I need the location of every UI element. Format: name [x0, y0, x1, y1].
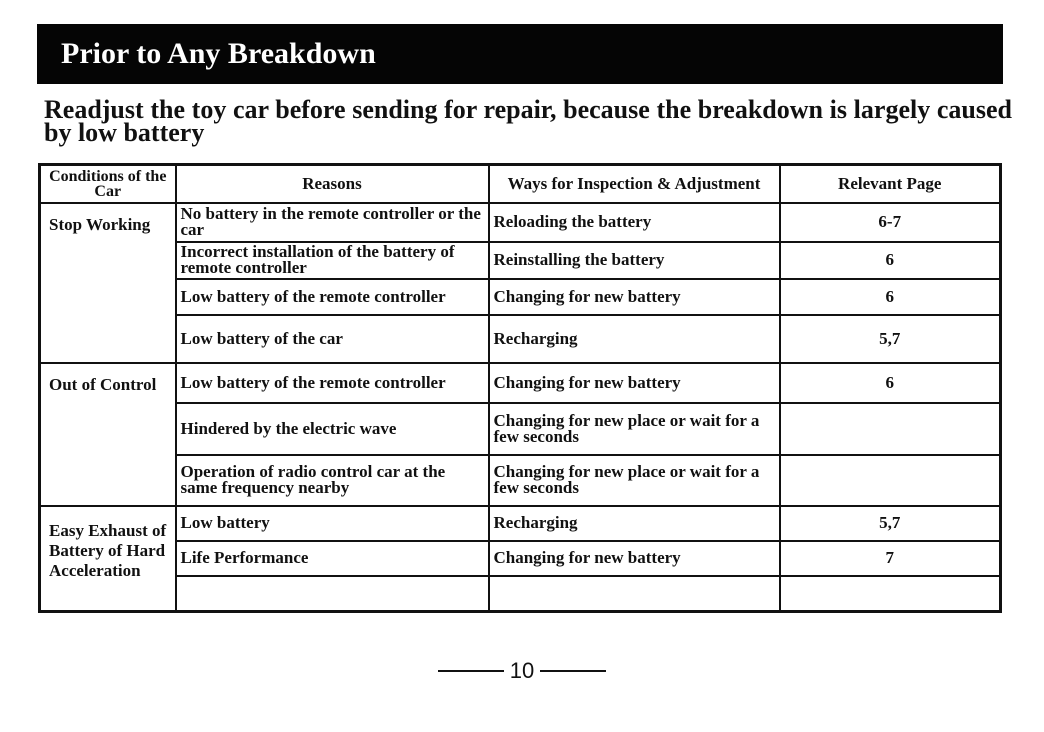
way-cell: Recharging — [489, 315, 780, 363]
reason-cell: Incorrect installation of the battery of remote controller — [176, 242, 489, 279]
reason-cell: Hindered by the electric wave — [176, 403, 489, 455]
page-cell: 5,7 — [780, 315, 1001, 363]
reason-cell: Life Performance — [176, 541, 489, 576]
way-cell: Changing for new battery — [489, 279, 780, 315]
footer-rule-right — [540, 670, 606, 672]
table-row — [40, 279, 1001, 315]
page-cell: 6 — [780, 363, 1001, 403]
condition-easy-exhaust: Easy Exhaust of Battery of Hard Acceleration — [40, 506, 176, 612]
way-cell: Changing for new place or wait for a few seconds — [489, 403, 780, 455]
header-conditions: Conditions of the Car — [40, 165, 176, 203]
troubleshooting-table — [38, 163, 1002, 613]
page-cell — [780, 455, 1001, 506]
way-cell: Changing for new battery — [489, 363, 780, 403]
reason-cell: Low battery of the remote controller — [176, 279, 489, 315]
section-header — [37, 24, 1003, 84]
table-header-row — [40, 165, 1001, 203]
reason-cell: Low battery of the car — [176, 315, 489, 363]
way-cell: Reinstalling the battery — [489, 242, 780, 279]
section-title: Prior to Any Breakdown — [61, 37, 376, 70]
table-row — [40, 506, 1001, 541]
condition-out-of-control: Out of Control — [40, 363, 176, 506]
page-cell: 5,7 — [780, 506, 1001, 541]
way-cell — [489, 576, 780, 612]
page-cell — [780, 576, 1001, 612]
way-cell: Recharging — [489, 506, 780, 541]
table-row — [40, 203, 1001, 242]
way-cell: Reloading the battery — [489, 203, 780, 242]
way-cell: Changing for new place or wait for a few seconds — [489, 455, 780, 506]
intro-text: Readjust the toy car before sending for repair, because the breakdown is largely caused by low battery — [44, 95, 1012, 147]
reason-cell: Low battery — [176, 506, 489, 541]
table-row — [40, 576, 1001, 612]
reason-cell: Low battery of the remote controller — [176, 363, 489, 403]
condition-stop-working: Stop Working — [40, 203, 176, 363]
header-ways: Ways for Inspection & Adjustment — [489, 165, 780, 203]
page-cell: 6 — [780, 242, 1001, 279]
page-footer — [0, 658, 1044, 684]
table-row — [40, 455, 1001, 506]
page-number: 10 — [509, 658, 535, 683]
table-row — [40, 403, 1001, 455]
table-row — [40, 242, 1001, 279]
header-relevant-page: Relevant Page — [780, 165, 1001, 203]
page-cell: 7 — [780, 541, 1001, 576]
header-reasons: Reasons — [176, 165, 489, 203]
way-cell: Changing for new battery — [489, 541, 780, 576]
reason-cell: No battery in the remote controller or the car — [176, 203, 489, 242]
page-cell — [780, 403, 1001, 455]
footer-rule-left — [438, 670, 504, 672]
page-cell: 6 — [780, 279, 1001, 315]
table-row — [40, 363, 1001, 403]
reason-cell: Operation of radio control car at the same frequency nearby — [176, 455, 489, 506]
table-row — [40, 541, 1001, 576]
page-cell: 6-7 — [780, 203, 1001, 242]
table-row — [40, 315, 1001, 363]
reason-cell — [176, 576, 489, 612]
